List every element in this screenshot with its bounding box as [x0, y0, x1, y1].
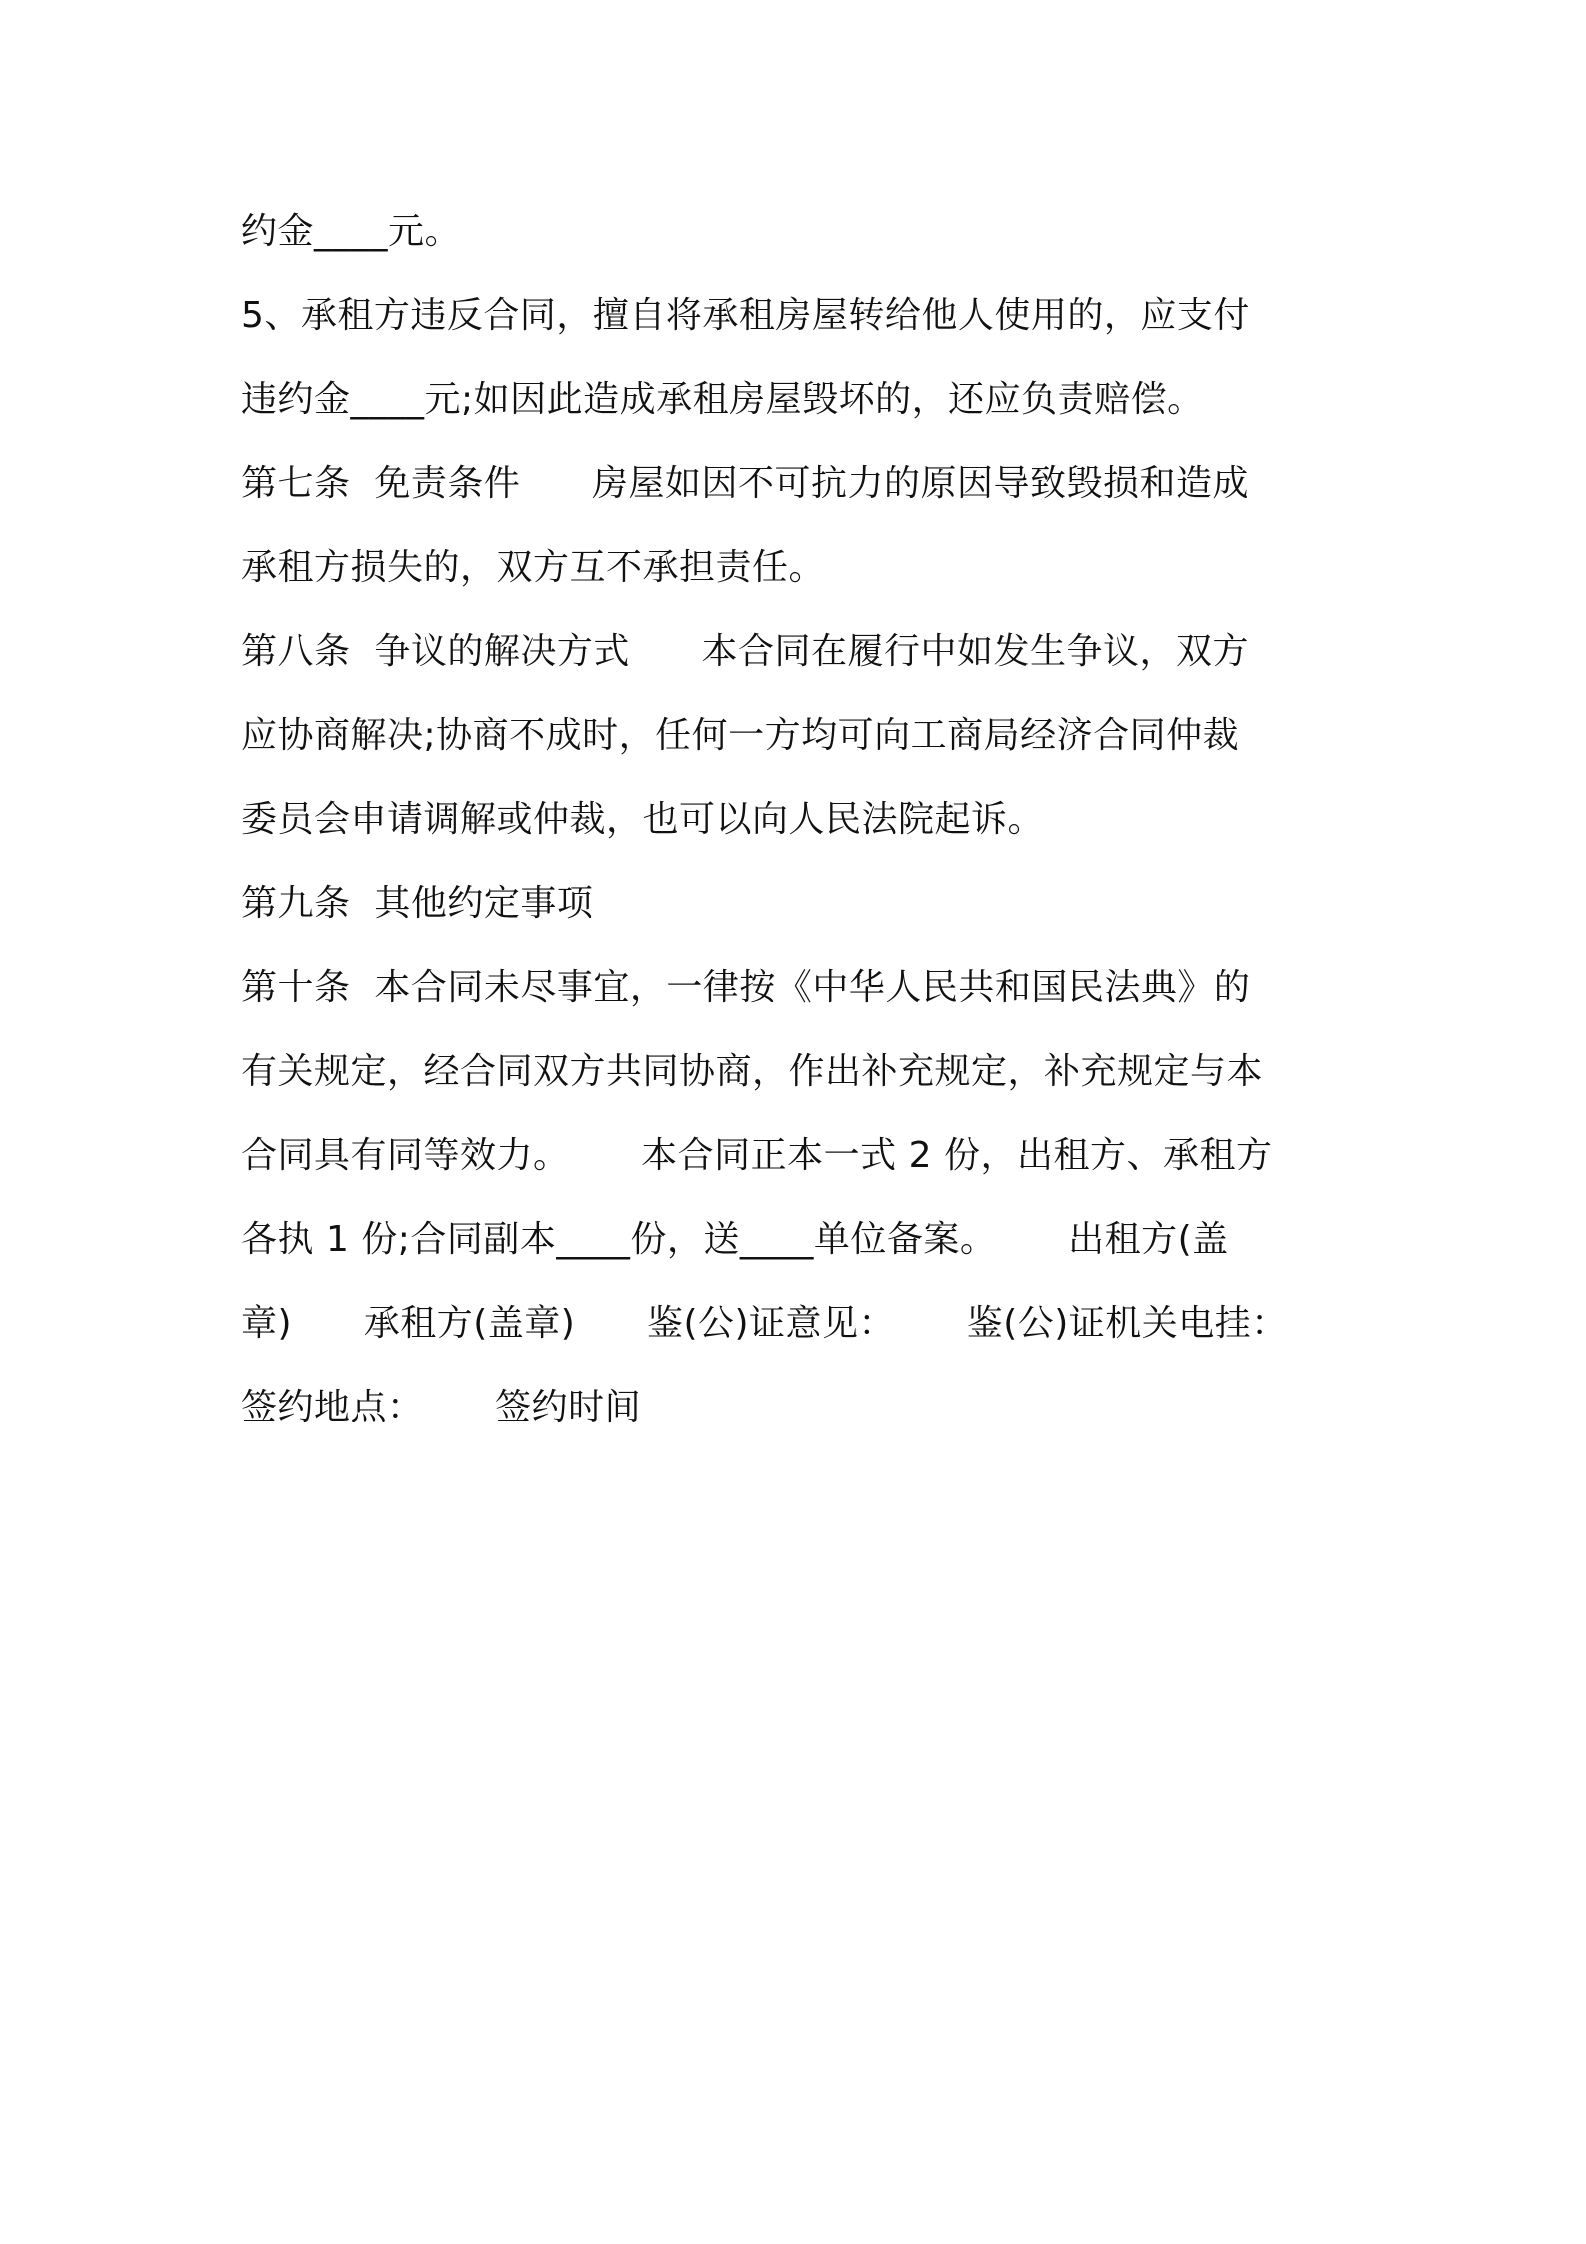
text-line: 约金____元。 — [241, 211, 462, 252]
text-line: 合同具有同等效力。 本合同正本一式 2 份，出租方、承租方 — [241, 1135, 1273, 1176]
text-line: 有关规定，经合同双方共同协商，作出补充规定，补充规定与本 — [241, 1051, 1264, 1092]
text-line: 签约地点： 签约时间 — [241, 1387, 642, 1428]
text-line: 承租方损失的，双方互不承担责任。 — [241, 547, 826, 588]
text-line: 委员会申请调解或仲裁，也可以向人民法院起诉。 — [241, 799, 1045, 840]
text-line: 违约金____元;如因此造成承租房屋毁坏的，还应负责赔偿。 — [241, 379, 1204, 420]
text-line: 章) 承租方(盖章) 鉴(公)证意见： 鉴(公)证机关电挂： — [241, 1303, 1288, 1344]
text-line: 应协商解决;协商不成时，任何一方均可向工商局经济合同仲裁 — [241, 715, 1240, 756]
document-body — [241, 190, 1371, 1450]
text-line: 第八条 争议的解决方式 本合同在履行中如发生争议，双方 — [241, 631, 1250, 672]
text-line: 各执 1 份;合同副本____份，送____单位备案。 出租方(盖 — [241, 1219, 1229, 1260]
text-line: 5、承租方违反合同，擅自将承租房屋转给他人使用的，应支付 — [241, 295, 1250, 336]
text-line: 第十条 本合同未尽事宜，一律按《中华人民共和国民法典》的 — [241, 967, 1251, 1008]
text-line: 第九条 其他约定事项 — [241, 883, 594, 924]
text-line: 第七条 免责条件 房屋如因不可抗力的原因导致毁损和造成 — [241, 463, 1250, 504]
